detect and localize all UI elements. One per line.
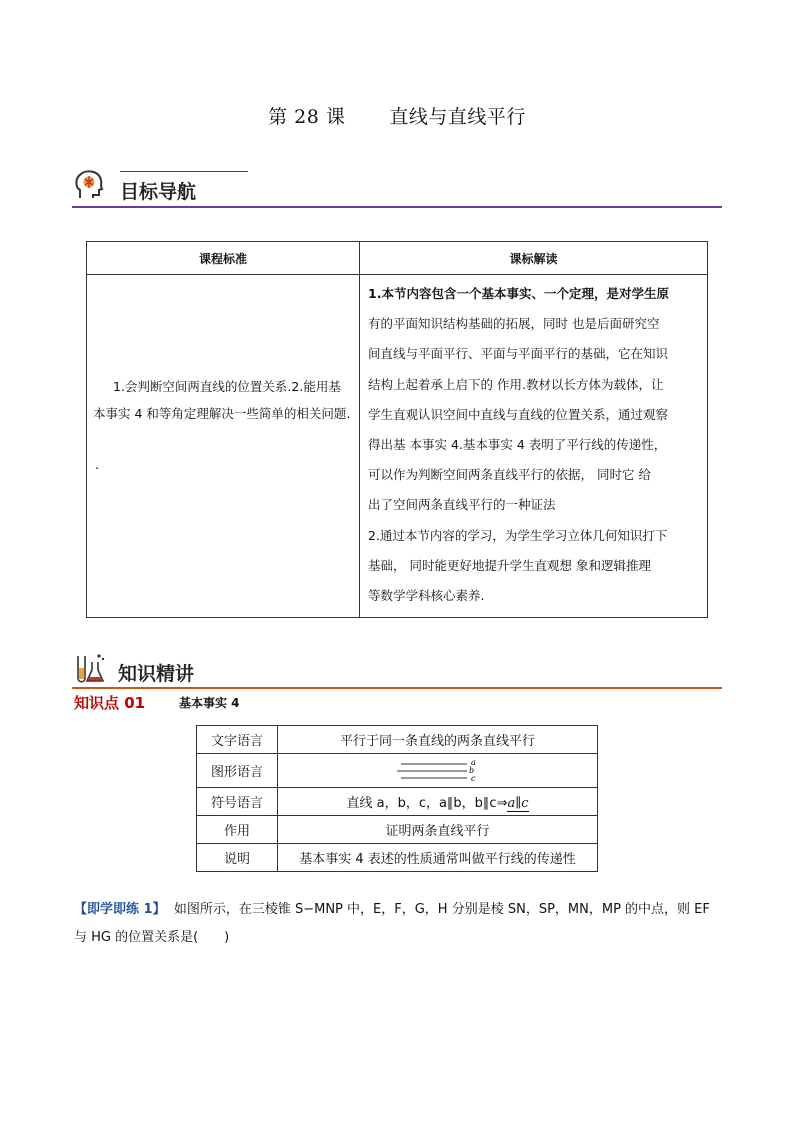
parallel-lines-diagram: [393, 756, 483, 786]
interp-line: 出了空间两条直线平行的一种证法: [368, 497, 556, 513]
row-key: 图形语言: [197, 754, 278, 788]
table-row: [197, 726, 598, 754]
symbol-statement: 直线 a，b，c，a∥b，b∥c⇒: [346, 796, 508, 811]
section-header-goals: [72, 168, 722, 210]
basic-fact-table: [196, 725, 598, 872]
row-key: 说明: [197, 844, 278, 872]
lesson-topic: 直线与直线平行: [389, 106, 526, 128]
table-header-interpretation: 课标解读: [360, 242, 708, 275]
interp-line: 基础， 同时能更好地提升学生直观想 象和逻辑推理: [368, 557, 651, 573]
line-label-b: b: [468, 765, 474, 775]
interp-line: 学生直观认识空间中直线与直线的位置关系，通过观察: [368, 406, 669, 422]
interp-line: 等数学学科核心素养.: [368, 588, 485, 604]
lab-flask-icon: [72, 652, 106, 686]
table-row: [197, 816, 598, 844]
table-header-standard: 课程标准: [87, 242, 360, 275]
knowledge-point-label: 知识点 01: [74, 694, 146, 712]
exercise-text: 如图所示，在三棱锥 S−MNP 中，E，F，G，H 分别是棱 SN，SP，MN，MP 的中点，则 EF 与 HG 的位置关系是( ): [74, 902, 710, 945]
table-row: [197, 844, 598, 872]
line-label-a: a: [470, 757, 476, 767]
standard-text: 1.会判断空间两直线的位置关系.2.能用基本事实 4 和等角定理解决一些简单的相关问题.: [93, 379, 351, 421]
interp-line: 可以作为判断空间两条直线平行的依据， 同时它 给: [368, 467, 651, 483]
course-standards-table: [86, 241, 708, 618]
interp-line: 得出基 本事实 4.基本事实 4 表明了平行线的传递性，: [368, 437, 667, 453]
section-underline-goals: [72, 206, 722, 208]
interp-line: 1.本节内容包含一个基本事实、一个定理，是对学生原: [368, 286, 669, 301]
row-key: 文字语言: [197, 726, 278, 754]
exercise-paragraph: [74, 896, 724, 952]
row-value: [278, 788, 598, 816]
table-row: [197, 754, 598, 788]
table-row: [197, 788, 598, 816]
section-title-knowledge: 知识精讲: [118, 663, 195, 685]
standard-cell: [87, 275, 360, 618]
lesson-number: 第 28 课: [268, 106, 346, 128]
row-key: 作用: [197, 816, 278, 844]
symbol-conclusion: a∥c: [507, 796, 529, 811]
section-title-goals: 目标导航: [120, 181, 197, 203]
interp-line: 间直线与平面平行、平面与平面平行的基础，它在知识: [368, 346, 669, 362]
exercise-label: 【即学即练 1】: [74, 902, 166, 917]
row-value: 基本事实 4 表述的性质通常叫做平行线的传递性: [278, 844, 598, 872]
row-value: 证明两条直线平行: [278, 816, 598, 844]
standard-dot: .: [95, 457, 99, 472]
head-brain-icon: [72, 168, 106, 202]
row-value: 平行于同一条直线的两条直线平行: [278, 726, 598, 754]
section-header-goals-topline: [120, 171, 248, 172]
interp-line: 2.通过本节内容的学习，为学生学习立体几何知识打下: [368, 527, 668, 543]
interp-line: 结构上起着承上启下的 作用.教材以长方体为载体，让: [368, 376, 664, 392]
section-underline-knowledge: [72, 687, 722, 689]
interp-line: 有的平面知识结构基础的拓展，同时 也是后面研究空: [368, 316, 660, 332]
row-key: 符号语言: [197, 788, 278, 816]
interpretation-cell: [360, 275, 708, 618]
section-header-knowledge: [72, 648, 722, 690]
line-label-c: c: [470, 773, 475, 783]
knowledge-point-title: 基本事实 4: [179, 696, 240, 710]
parallel-lines-diagram-cell: [278, 754, 598, 788]
page-title: [0, 102, 794, 129]
